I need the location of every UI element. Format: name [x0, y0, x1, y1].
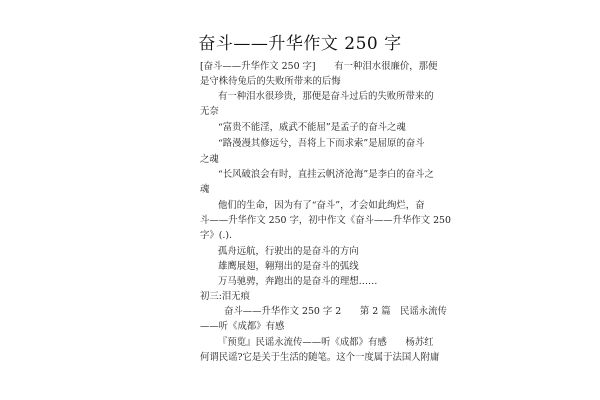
body-line: 有一种泪水很珍贵，那便是奋斗过后的失败所带来的: [218, 91, 434, 102]
body-line: “长风破浪会有时，直挂云帆济沧海”是李白的奋斗之: [218, 169, 434, 180]
document-title: 奋斗——升华作文 250 字: [198, 34, 402, 54]
body-line: ——听《成都》有感: [200, 321, 285, 332]
body-line: 魂: [200, 184, 210, 195]
body-line: 奋斗——升华作文 250 字 2 第 2 篇 民谣永流传: [224, 306, 447, 317]
body-line: 之魂: [200, 154, 219, 165]
body-line: 无奈: [200, 106, 219, 117]
body-line: “路漫漫其修远兮，吾将上下而求索”是屈原的奋斗: [218, 138, 425, 149]
body-line: [奋斗——升华作文 250 字] 有一种泪水很廉价，那便: [200, 61, 438, 72]
body-line: 雄鹰展翅，翱翔出的是奋斗的弧线: [218, 261, 359, 272]
body-line: 『预览』民谣永流传——听《成都》有感 杨苏红: [218, 337, 434, 348]
body-line: 孤舟远航，行驶出的是奋斗的方向: [218, 246, 359, 257]
body-line: 万马驰骋，奔跑出的是奋斗的理想……: [218, 276, 378, 287]
body-line: “富贵不能淫，威武不能屈”是孟子的奋斗之魂: [218, 122, 406, 133]
body-line: 何谓民谣?它是关于生活的随笔。这个一度属于法国人附庸: [200, 352, 440, 363]
body-line: 斗——升华作文 250 字，初中作文《奋斗——升华作文 250: [200, 215, 451, 226]
body-line: 初三:泪无痕: [200, 291, 251, 302]
body-line: 字》(.).: [200, 230, 233, 241]
body-line: 他们的生命，因为有了“奋斗”，才会如此绚烂，奋: [218, 200, 425, 211]
body-line: 是守株待兔后的失败所带来的后悔: [200, 76, 341, 87]
